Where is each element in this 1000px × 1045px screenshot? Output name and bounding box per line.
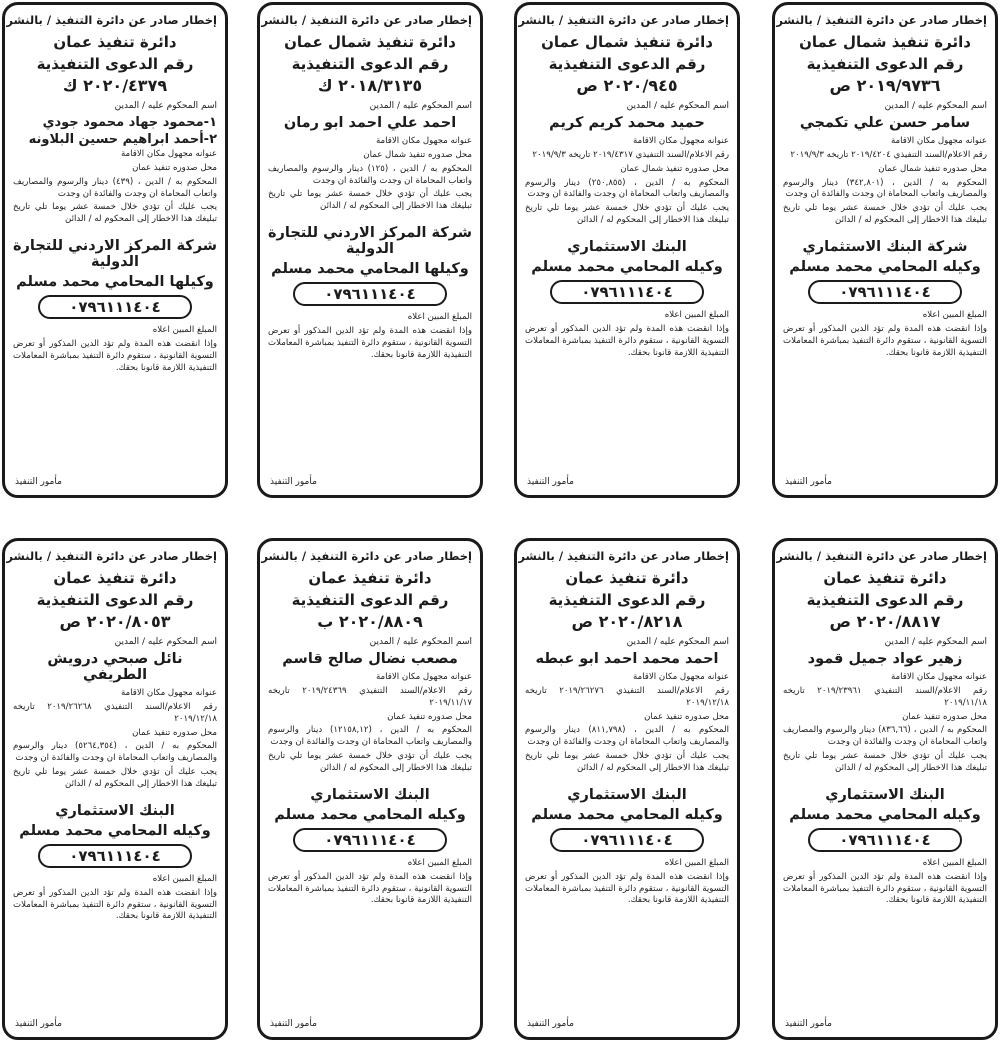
judgment-text: المحكوم به / الدين ، (٨١١,٧٩٨) دينار والرسوم والمصاريف واتعاب المحاماة ان وجدت والفائدة ان وجدت xyxy=(525,725,729,748)
creditor-name: شركة البنك الاستثماري xyxy=(802,239,968,256)
phone-number: ٠٧٩٦١١١٤٠٤ xyxy=(38,844,192,868)
notice-header: إخطار صادر عن دائرة التنفيذ / بالنشر xyxy=(518,549,729,563)
defendant-name: زهير عواد جميل قمود xyxy=(807,651,963,667)
warning-text: يجب عليك أن تؤدي خلال خمسة عشر يوما تلي تاريخ تبليغك هذا الاخطار إلى المحكوم له / الدائن xyxy=(525,203,729,226)
amount-note: المبلغ المبين اعلاه xyxy=(922,857,987,868)
defendant-name: احمد محمد احمد ابو عبطه xyxy=(535,651,719,667)
warning-text: يجب عليك أن تؤدي خلال خمسة عشر يوما تلي تاريخ تبليغك هذا الاخطار إلى المحكوم له / الدائن xyxy=(13,202,217,225)
lawyer-name: وكيله المحامي محمد مسلم xyxy=(531,806,723,823)
department-name: دائرة تنفيذ شمال عمان xyxy=(541,33,713,51)
amount-note: المبلغ المبين اعلاه xyxy=(152,325,217,336)
defendant-label: اسم المحكوم عليه / المدين xyxy=(626,101,729,111)
phone-number: ٠٧٩٦١١١٤٠٤ xyxy=(293,828,447,852)
notice-card xyxy=(2,2,228,498)
notice-header: إخطار صادر عن دائرة التنفيذ / بالنشر xyxy=(6,549,217,563)
phone-number: ٠٧٩٦١١١٤٠٤ xyxy=(808,828,962,852)
case-title: رقم الدعوى التنفيذية xyxy=(291,591,449,609)
creditor-name: البنك الاستثماري xyxy=(55,802,175,819)
amount-note: المبلغ المبين اعلاه xyxy=(664,857,729,868)
address-line: عنوانه مجهول مكان الاقامة xyxy=(632,136,729,146)
case-title: رقم الدعوى التنفيذية xyxy=(548,591,706,609)
amount-note: المبلغ المبين اعلاه xyxy=(407,857,472,868)
closing-text: وإذا انقضت هذه المدة ولم تؤد الدين المذكور أو تعرض التسوية القانونية ، ستقوم دائرة التنفيذ بمباشرة المعاملات التنفيذية اللازمة قانونا بحقك. xyxy=(268,326,472,360)
warning-text: يجب عليك أن تؤدي خلال خمسة عشر يوما تلي تاريخ تبليغك هذا الاخطار إلى المحكوم له / الدائن xyxy=(13,767,217,790)
phone-number: ٠٧٩٦١١١٤٠٤ xyxy=(293,282,447,306)
lawyer-name: وكيله المحامي محمد مسلم xyxy=(19,822,211,839)
notice-card xyxy=(772,2,998,498)
defendant-label: اسم المحكوم عليه / المدين xyxy=(114,101,217,111)
notice-footer: مأمور التنفيذ xyxy=(527,1019,574,1029)
defendant-name: نائل صبحي درويش الطريفي xyxy=(47,651,183,683)
creditor-name: شركة المركز الاردني للتجارة الدولية xyxy=(12,238,217,271)
amount-note: المبلغ المبين اعلاه xyxy=(407,312,472,323)
creditor-name: البنك الاستثماري xyxy=(567,239,687,256)
defendant-name: احمد علي احمد ابو رمان xyxy=(283,115,457,131)
issue-place-line: محل صدوره تنفيذ عمان xyxy=(132,162,217,173)
lawyer-name: وكيلها المحامي محمد مسلم xyxy=(271,261,469,278)
phone-number: ٠٧٩٦١١١٤٠٤ xyxy=(808,280,962,304)
notice-card xyxy=(2,538,228,1040)
address-line: عنوانه مجهول مكان الاقامة xyxy=(120,149,217,159)
notice-footer: مأمور التنفيذ xyxy=(15,1019,62,1029)
warning-text: يجب عليك أن تؤدي خلال خمسة عشر يوما تلي تاريخ تبليغك هذا الاخطار إلى المحكوم له / الدائن xyxy=(268,189,472,212)
department-name: دائرة تنفيذ عمان xyxy=(823,569,947,587)
lawyer-name: وكيله المحامي محمد مسلم xyxy=(789,259,981,276)
case-number: ٢٠١٨/٣١٣٥ ك xyxy=(317,76,423,95)
notice-card xyxy=(257,2,483,498)
notice-card xyxy=(772,538,998,1040)
notice-header: إخطار صادر عن دائرة التنفيذ / بالنشر xyxy=(776,549,987,563)
defendant-label: اسم المحكوم عليه / المدين xyxy=(884,101,987,111)
case-title: رقم الدعوى التنفيذية xyxy=(548,55,706,73)
closing-text: وإذا انقضت هذه المدة ولم تؤد الدين المذكور أو تعرض التسوية القانونية ، ستقوم دائرة التنفيذ بمباشرة المعاملات التنفيذية اللازمة قانونا بحقك. xyxy=(525,871,729,906)
department-name: دائرة تنفيذ عمان xyxy=(53,33,177,51)
judgment-text: المحكوم به / الدين ، (١٢٥) دينار والرسوم والمصاريف واتعاب المحاماة ان وجدت والفائدة ان وجدت xyxy=(268,163,472,186)
judgment-text: المحكوم به / الدين ، (٨٣٦,٦٦) دينار والرسوم والمصاريف واتعاب المحاماة ان وجدت والفائدة ان وجدت xyxy=(783,725,987,748)
closing-text: وإذا انقضت هذه المدة ولم تؤد الدين المذكور أو تعرض التسوية القانونية ، ستقوم دائرة التنفيذ بمباشرة المعاملات التنفيذية اللازمة قانونا بحقك. xyxy=(783,323,987,358)
notice-footer: مأمور التنفيذ xyxy=(270,477,317,487)
notice-header: إخطار صادر عن دائرة التنفيذ / بالنشر xyxy=(518,13,729,27)
closing-text: وإذا انقضت هذه المدة ولم تؤد الدين المذكور أو تعرض التسوية القانونية ، ستقوم دائرة التنفيذ بمباشرة المعاملات التنفيذية اللازمة قانونا بحقك. xyxy=(268,871,472,906)
notice-footer: مأمور التنفيذ xyxy=(15,477,62,487)
issue-place-line: محل صدوره تنفيذ عمان xyxy=(132,727,217,738)
case-number: ٢٠٢٠/٨٨٠٩ ب xyxy=(317,612,423,631)
warning-text: يجب عليك أن تؤدي خلال خمسة عشر يوما تلي تاريخ تبليغك هذا الاخطار إلى المحكوم له / الدائن xyxy=(268,751,472,774)
address-line: عنوانه مجهول مكان الاقامة xyxy=(120,688,217,698)
address-line: عنوانه مجهول مكان الاقامة xyxy=(632,672,729,682)
lawyer-name: وكيلها المحامي محمد مسلم xyxy=(16,274,214,291)
notification-line: رقم الاعلام/السند التنفيذي ٢٠١٩/٢٤٣٦٩ تاريخه ٢٠١٩/١١/١٧ xyxy=(268,685,472,708)
judgment-text: المحكوم به / الدين ، (٣٤٢,٨٠١) دينار والرسوم والمصاريف واتعاب المحاماة ان وجدت والفائدة ان وجدت xyxy=(783,177,987,200)
notice-footer: مأمور التنفيذ xyxy=(785,1019,832,1029)
amount-note: المبلغ المبين اعلاه xyxy=(664,310,729,321)
closing-text: وإذا انقضت هذه المدة ولم تؤد الدين المذكور أو تعرض التسوية القانونية ، ستقوم دائرة التنفيذ بمباشرة المعاملات التنفيذية اللازمة قانونا بحقك. xyxy=(525,323,729,358)
defendant-label: اسم المحكوم عليه / المدين xyxy=(884,637,987,647)
judgment-text: المحكوم به / الدين ، (٥٢٦٤,٣٥٤) دينار والرسوم والمصاريف واتعاب المحاماة ان وجدت والفائدة ان وجدت xyxy=(13,741,217,764)
case-number: ٢٠٢٠/٤٣٧٩ ك xyxy=(62,76,168,95)
lawyer-name: وكيله المحامي محمد مسلم xyxy=(531,259,723,276)
creditor-name: البنك الاستثماري xyxy=(310,786,430,803)
defendant-name: سامر حسن علي تكمجي xyxy=(799,115,971,131)
notice-footer: مأمور التنفيذ xyxy=(785,477,832,487)
notice-header: إخطار صادر عن دائرة التنفيذ / بالنشر xyxy=(776,13,987,27)
issue-place-line: محل صدوره تنفيذ شمال عمان xyxy=(620,163,729,174)
defendant-label: اسم المحكوم عليه / المدين xyxy=(369,637,472,647)
notification-line: رقم الاعلام/السند التنفيذي ٢٠١٩/٢٣٩٦١ تاريخه ٢٠١٩/١١/١٨ xyxy=(783,685,987,708)
defendant-name: مصعب نضال صالح قاسم xyxy=(282,651,458,667)
address-line: عنوانه مجهول مكان الاقامة xyxy=(375,672,472,682)
closing-text: وإذا انقضت هذه المدة ولم تؤد الدين المذكور أو تعرض التسوية القانونية ، ستقوم دائرة التنفيذ بمباشرة المعاملات التنفيذية اللازمة قانونا بحقك. xyxy=(13,887,217,922)
creditor-name: البنك الاستثماري xyxy=(567,786,687,803)
notice-card xyxy=(257,538,483,1040)
case-number: ٢٠٢٠/٨٢١٨ ص xyxy=(571,612,683,631)
defendant-name: ٢-أحمد ابراهيم حسين البلاونه xyxy=(28,132,217,147)
case-number: ٢٠٢٠/٨٨١٧ ص xyxy=(829,612,941,631)
defendant-label: اسم المحكوم عليه / المدين xyxy=(114,637,217,647)
creditor-name: شركة المركز الاردني للتجارة الدولية xyxy=(267,225,472,258)
issue-place-line: محل صدوره تنفيذ عمان xyxy=(387,711,472,722)
case-title: رقم الدعوى التنفيذية xyxy=(806,591,964,609)
notice-card xyxy=(514,2,740,498)
case-number: ٢٠٢٠/٨٠٥٣ ص xyxy=(59,612,171,631)
notice-header: إخطار صادر عن دائرة التنفيذ / بالنشر xyxy=(261,549,472,563)
judgment-text: المحكوم به / الدين ، (٤٣٩) دينار والرسوم والمصاريف واتعاب المحاماة ان وجدت والفائدة ان وجدت xyxy=(13,176,217,199)
judgment-text: المحكوم به / الدين ، (١٢١٥٨,١٢) دينار والرسوم والمصاريف واتعاب المحاماة ان وجدت والفائدة ان وجدت xyxy=(268,725,472,748)
notification-line: رقم الاعلام/السند التنفيذي ٢٠١٩/٢٦٢٧٦ تاريخه ٢٠١٩/١٢/١٨ xyxy=(525,685,729,708)
address-line: عنوانه مجهول مكان الاقامة xyxy=(890,136,987,146)
phone-number: ٠٧٩٦١١١٤٠٤ xyxy=(550,828,704,852)
judgment-text: المحكوم به / الدين ، (٢٥٠,٨٥٥) دينار والرسوم والمصاريف واتعاب المحاماة ان وجدت والفائدة ان وجدت xyxy=(525,177,729,200)
department-name: دائرة تنفيذ عمان xyxy=(53,569,177,587)
lawyer-name: وكيله المحامي محمد مسلم xyxy=(789,806,981,823)
notice-card xyxy=(514,538,740,1040)
notice-header: إخطار صادر عن دائرة التنفيذ / بالنشر xyxy=(6,13,217,27)
notification-line: رقم الاعلام/السند التنفيذي ٢٠١٩/٤٣١٧ تاريخه ٢٠١٩/٩/٣ xyxy=(532,149,729,160)
issue-place-line: محل صدوره تنفيذ شمال عمان xyxy=(878,163,987,174)
department-name: دائرة تنفيذ عمان xyxy=(565,569,689,587)
notification-line: رقم الاعلام/السند التنفيذي ٢٠١٩/٤٢٠٤ تاريخه ٢٠١٩/٩/٣ xyxy=(790,149,987,160)
closing-text: وإذا انقضت هذه المدة ولم تؤد الدين المذكور أو تعرض التسوية القانونية ، ستقوم دائرة التنفيذ بمباشرة المعاملات التنفيذية اللازمة قانونا بحقك. xyxy=(783,871,987,906)
case-number: ٢٠٢٠/٩٤٥ ص xyxy=(576,76,678,95)
notice-header: إخطار صادر عن دائرة التنفيذ / بالنشر xyxy=(261,13,472,27)
defendant-name: ١-محمود جهاد محمود جودي xyxy=(42,115,217,130)
department-name: دائرة تنفيذ شمال عمان xyxy=(284,33,456,51)
creditor-name: البنك الاستثماري xyxy=(825,786,945,803)
notice-footer: مأمور التنفيذ xyxy=(270,1019,317,1029)
defendant-label: اسم المحكوم عليه / المدين xyxy=(626,637,729,647)
warning-text: يجب عليك أن تؤدي خلال خمسة عشر يوما تلي تاريخ تبليغك هذا الاخطار إلى المحكوم له / الدائن xyxy=(783,203,987,226)
case-title: رقم الدعوى التنفيذية xyxy=(36,591,194,609)
case-title: رقم الدعوى التنفيذية xyxy=(291,55,449,73)
phone-number: ٠٧٩٦١١١٤٠٤ xyxy=(550,280,704,304)
notice-footer: مأمور التنفيذ xyxy=(527,477,574,487)
amount-note: المبلغ المبين اعلاه xyxy=(922,310,987,321)
department-name: دائرة تنفيذ عمان xyxy=(308,569,432,587)
address-line: عنوانه مجهول مكان الاقامة xyxy=(890,672,987,682)
issue-place-line: محل صدوره تنفيذ عمان xyxy=(644,711,729,722)
warning-text: يجب عليك أن تؤدي خلال خمسة عشر يوما تلي تاريخ تبليغك هذا الاخطار إلى المحكوم له / الدائن xyxy=(783,751,987,774)
notification-line: رقم الاعلام/السند التنفيذي ٢٠١٩/٢٦٢٦٨ تاريخه ٢٠١٩/١٢/١٨ xyxy=(13,701,217,724)
phone-number: ٠٧٩٦١١١٤٠٤ xyxy=(38,295,192,319)
warning-text: يجب عليك أن تؤدي خلال خمسة عشر يوما تلي تاريخ تبليغك هذا الاخطار إلى المحكوم له / الدائن xyxy=(525,751,729,774)
amount-note: المبلغ المبين اعلاه xyxy=(152,873,217,884)
issue-place-line: محل صدوره تنفيذ شمال عمان xyxy=(363,149,472,160)
defendant-name: حميد محمد كريم كريم xyxy=(549,115,705,131)
case-number: ٢٠١٩/٩٧٣٦ ص xyxy=(829,76,941,95)
case-title: رقم الدعوى التنفيذية xyxy=(36,55,194,73)
department-name: دائرة تنفيذ شمال عمان xyxy=(799,33,971,51)
case-title: رقم الدعوى التنفيذية xyxy=(806,55,964,73)
address-line: عنوانه مجهول مكان الاقامة xyxy=(375,136,472,146)
lawyer-name: وكيله المحامي محمد مسلم xyxy=(274,806,466,823)
defendant-label: اسم المحكوم عليه / المدين xyxy=(369,101,472,111)
closing-text: وإذا انقضت هذه المدة ولم تؤد الدين المذكور أو تعرض التسوية القانونية ، ستقوم دائرة التنفيذ بمباشرة المعاملات التنفيذية اللازمة قانونا بحقك. xyxy=(13,339,217,373)
issue-place-line: محل صدوره تنفيذ عمان xyxy=(902,711,987,722)
